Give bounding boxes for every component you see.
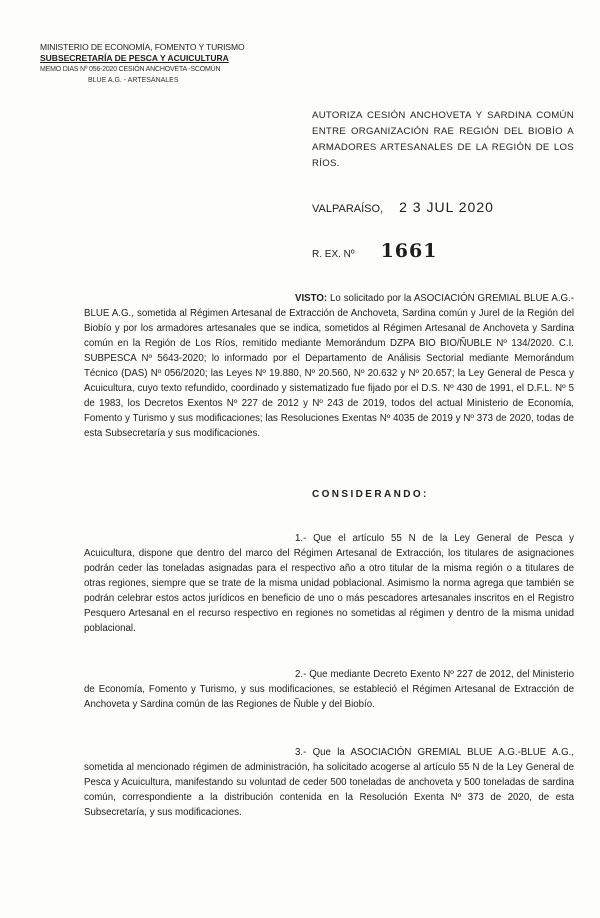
considerando-2-text: 2.- Que mediante Decreto Exento Nº 227 de 2012, del Ministerio de Economía, Fomento y Turismo, y sus modificaciones, se estableció el Régimen Artesanal de Extracción de Anchoveta y Sardina común de las Regiones de Ñuble y del Biobío. xyxy=(84,669,574,710)
letterhead xyxy=(40,42,280,86)
rex-label: R. EX. Nº xyxy=(312,249,355,260)
visto-label: VISTO: xyxy=(295,293,328,304)
memo-reference-2: BLUE A.G. - ARTESANALES xyxy=(88,77,179,84)
considerando-3-text: 3.- Que la ASOCIACIÓN GREMIAL BLUE A.G.-BLUE A.G., sometida al mencionado régimen de administración, ha solicitado acogerse al artículo 55 N de la Ley General de Pesca y Acuicultura, manifestando su voluntad de ceder 500 toneladas de anchoveta y 500 toneladas de sardina común, correspondiente a la distribución contenida en la Resolución Exenta Nº 373 de 2020, de esta Subsecretaría, y sus modificaciones. xyxy=(84,747,574,818)
date-stamp: 2 3 JUL 2020 xyxy=(399,199,494,215)
considerando-3 xyxy=(84,745,574,820)
considerando-heading: CONSIDERANDO: xyxy=(312,489,429,500)
place-date xyxy=(312,199,494,215)
considerando-2 xyxy=(84,667,574,712)
visto-text: Lo solicitado por la ASOCIACIÓN GREMIAL BLUE A.G.-BLUE A.G., sometida al Régimen Artesanal de Extracción de Anchoveta, Sardina común y Jurel de la Región del Biobío y por los armadores artesanales que se indica, sometidos al Régimen Artesanal de Anchoveta y Sardina común en la Región de Los Ríos, remitido mediante Memorándum DZPA BIO BIO/ÑUBLE Nº 134/2020. C.I. SUBPESCA Nº 5643-2020; lo informado por el Departamento de Análisis Sectorial mediante Memorándum Técnico (DAS) Nº 056/2020; las Leyes Nº 19.880, Nº 20.560, Nº 20.632 y Nº 20.657; la Ley General de Pesca y Acuicultura, cuyo texto refundido, coordinado y sistematizado fue fijado por el D.S. Nº 430 de 1991, el D.F.L. Nº 5 de 1983, los Decretos Exentos Nº 227 de 2012 y Nº 243 de 2019, todos del actual Ministerio de Economía, Fomento y Turismo y sus modificaciones; las Resoluciones Exentas Nº 4035 de 2019 y Nº 373 de 2020, todas de esta Subsecretaría y sus modificaciones. xyxy=(84,293,574,439)
memo-reference: MEMO DIAS Nº 056-2020 CESIÓN ANCHOVETA -SCOMÚN xyxy=(40,66,221,73)
considerando-1 xyxy=(84,531,574,636)
subsecretariat-name: SUBSECRETARÍA DE PESCA Y ACUICULTURA xyxy=(40,53,229,63)
resolution-number xyxy=(312,240,437,262)
visto-paragraph xyxy=(84,291,574,441)
considerando-1-text: 1.- Que el artículo 55 N de la Ley General de Pesca y Acuicultura, dispone que dentro del marco del Régimen Artesanal de Extracción, los titulares de asignaciones podrán ceder las toneladas asignadas para el respectivo año a otro titular de la misma región o a titulares de otras regiones, siempre que se trate de la misma unidad poblacional. Asimismo la norma agrega que también se podrán celebrar estos actos jurídicos en beneficio de uno o más pescadores artesanales inscritos en el Registro Pesquero Artesanal en el recurso respectivo en regiones no sometidas al régimen y dentro de la misma unidad poblacional. xyxy=(84,533,574,634)
place: VALPARAÍSO, xyxy=(312,203,384,215)
rex-number: 1661 xyxy=(380,240,438,262)
resolution-title: AUTORIZA CESIÓN ANCHOVETA Y SARDINA COMÚN ENTRE ORGANIZACIÓN RAE REGIÓN DEL BIOBÍO A ARMADORES ARTESANALES DE LA REGIÓN DE LOS RÍOS. xyxy=(312,110,574,169)
ministry-name: MINISTERIO DE ECONOMÍA, FOMENTO Y TURISMO xyxy=(40,42,245,52)
